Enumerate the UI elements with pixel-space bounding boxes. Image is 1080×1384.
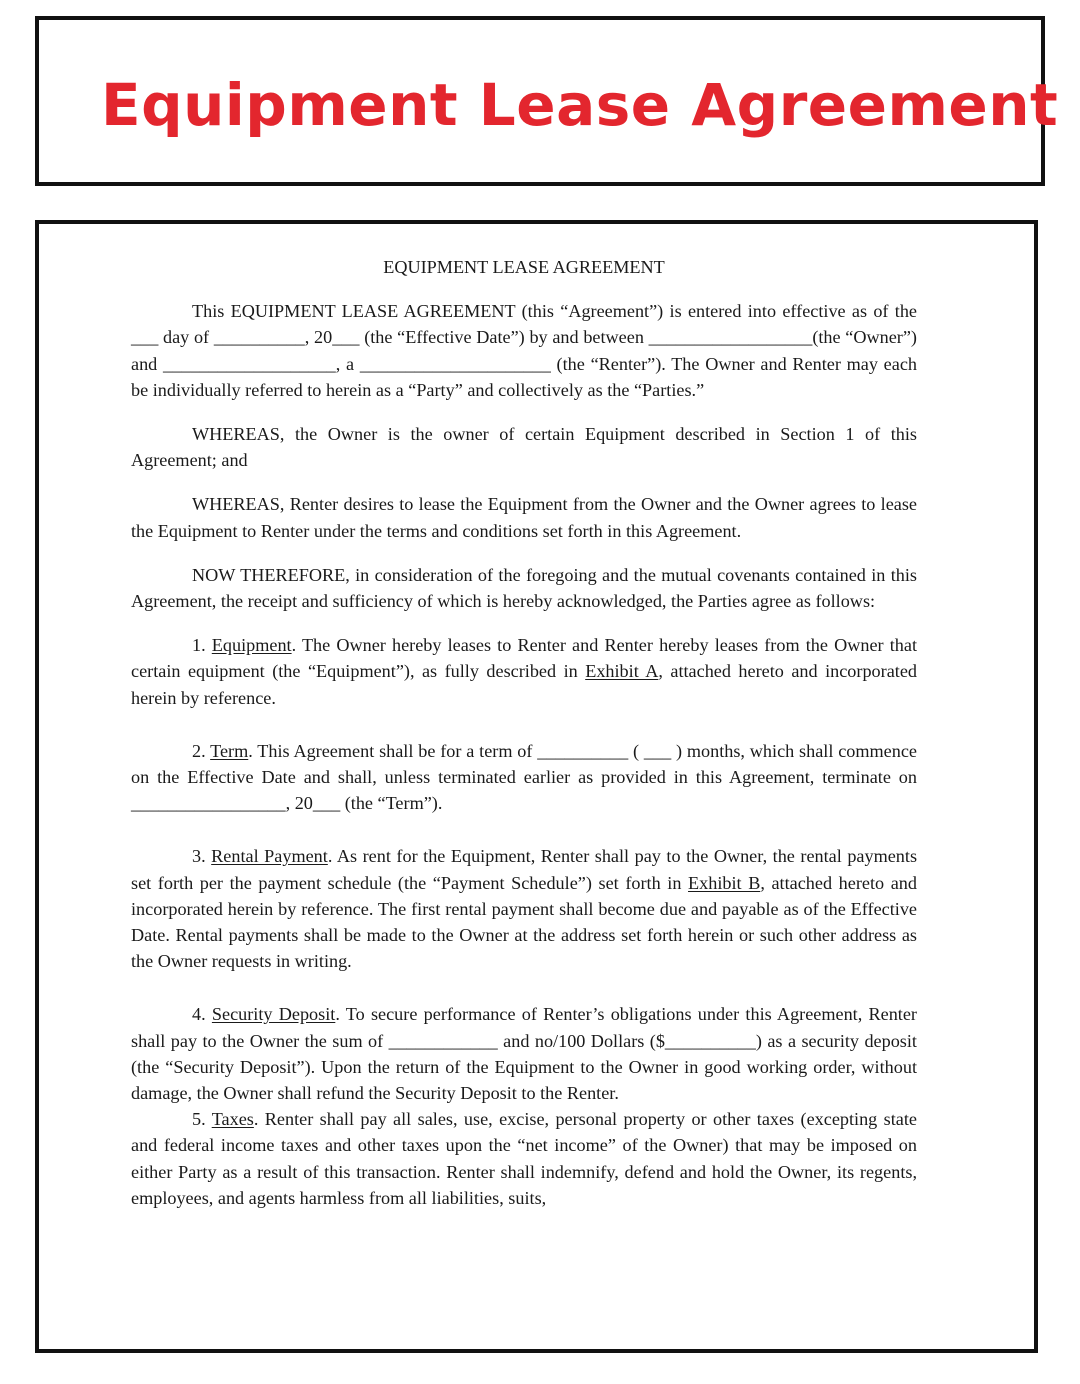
- now-therefore-paragraph: NOW THEREFORE, in consideration of the foregoing and the mutual covenants contained in this Agreement, the receipt and sufficiency of which is hereby acknowledged, the Parties agree as follows:: [131, 564, 917, 612]
- section-text: . Renter shall pay all sales, use, excise, personal property or other taxes (excepting state and federal income taxes and other taxes upon the “net income” of the Owner) that may be imposed on either Party as a result of this transaction. Renter shall indemnify, defend and hold the Owner, its regents, employees, and agents harmless from all liabilities, suits,: [131, 1109, 917, 1208]
- section-text-continued: , attached hereto and incorporated herein by reference. The first rental payment shall become due and payable as of the Effective Date. Rental payments shall be made to the Owner at the address set forth herein or such other address as the Owner requests in writing.: [131, 872, 917, 972]
- document-page: [35, 220, 1038, 1353]
- document-body: [131, 254, 917, 1211]
- section-equipment: [131, 632, 917, 711]
- document-title: EQUIPMENT LEASE AGREEMENT: [383, 257, 665, 277]
- section-heading: Equipment: [211, 635, 292, 656]
- section-term: [131, 738, 917, 817]
- title-banner: [35, 16, 1059, 186]
- section-text: . To secure performance of Renter’s obligations under this Agreement, Renter shall pay to the Owner the sum of ____________ and no/100 Dollars ($__________) as a security deposit (the “Security Deposit”). Upon the return of the Equipment to the Owner in good working order, without damage, the Owner shall refund the Security Deposit to the Renter.: [131, 1004, 917, 1104]
- section-rental-payment: [131, 843, 917, 974]
- section-number: 1.: [192, 635, 206, 656]
- exhibit-a-reference: Exhibit A: [585, 661, 659, 682]
- exhibit-b-reference: Exhibit B: [688, 872, 761, 893]
- whereas-paragraph-1: WHEREAS, the Owner is the owner of certain Equipment described in Section 1 of this Agreement; and: [131, 424, 917, 471]
- section-heading: Security Deposit: [211, 1004, 336, 1025]
- section-number: 3.: [192, 846, 206, 867]
- section-taxes: [131, 1106, 917, 1211]
- section-text-continued: , attached hereto and incorporated herein by reference.: [131, 661, 917, 708]
- section-number: 2.: [192, 740, 206, 761]
- banner-title: Equipment Lease Agreement: [101, 71, 1059, 139]
- section-text: . This Agreement shall be for a term of __________ ( ___ ) months, which shall commence on the Effective Date and shall, unless terminated earlier as provided in this Agreement, terminate on _________________, 20___ (the “Term”).: [131, 740, 917, 814]
- section-number: 4.: [192, 1004, 206, 1025]
- intro-paragraph: This EQUIPMENT LEASE AGREEMENT (this “Agreement”) is entered into effective as of the ___ day of __________, 20___ (the “Effective Date”) by and between __________________(the “Owner”) and ___________________, a _____________________ (the “Renter”). The Owner and Renter may each be individually referred to herein as a “Party” and collectively as the “Parties.”: [131, 301, 917, 400]
- section-text: . The Owner hereby leases to Renter and Renter hereby leases from the Owner that certain equipment (the “Equipment”), as fully described in: [131, 635, 917, 682]
- section-heading: Term: [210, 740, 249, 761]
- whereas-paragraph-2: WHEREAS, Renter desires to lease the Equipment from the Owner and the Owner agrees to lease the Equipment to Renter under the terms and conditions set forth in this Agreement.: [131, 494, 917, 541]
- section-number: 5.: [192, 1109, 206, 1130]
- section-security-deposit: [131, 1001, 917, 1106]
- section-text: . As rent for the Equipment, Renter shall pay to the Owner, the rental payments set forth per the payment schedule (the “Payment Schedule”) set forth in: [131, 846, 918, 893]
- section-heading: Rental Payment: [211, 846, 328, 867]
- section-heading: Taxes: [211, 1109, 254, 1130]
